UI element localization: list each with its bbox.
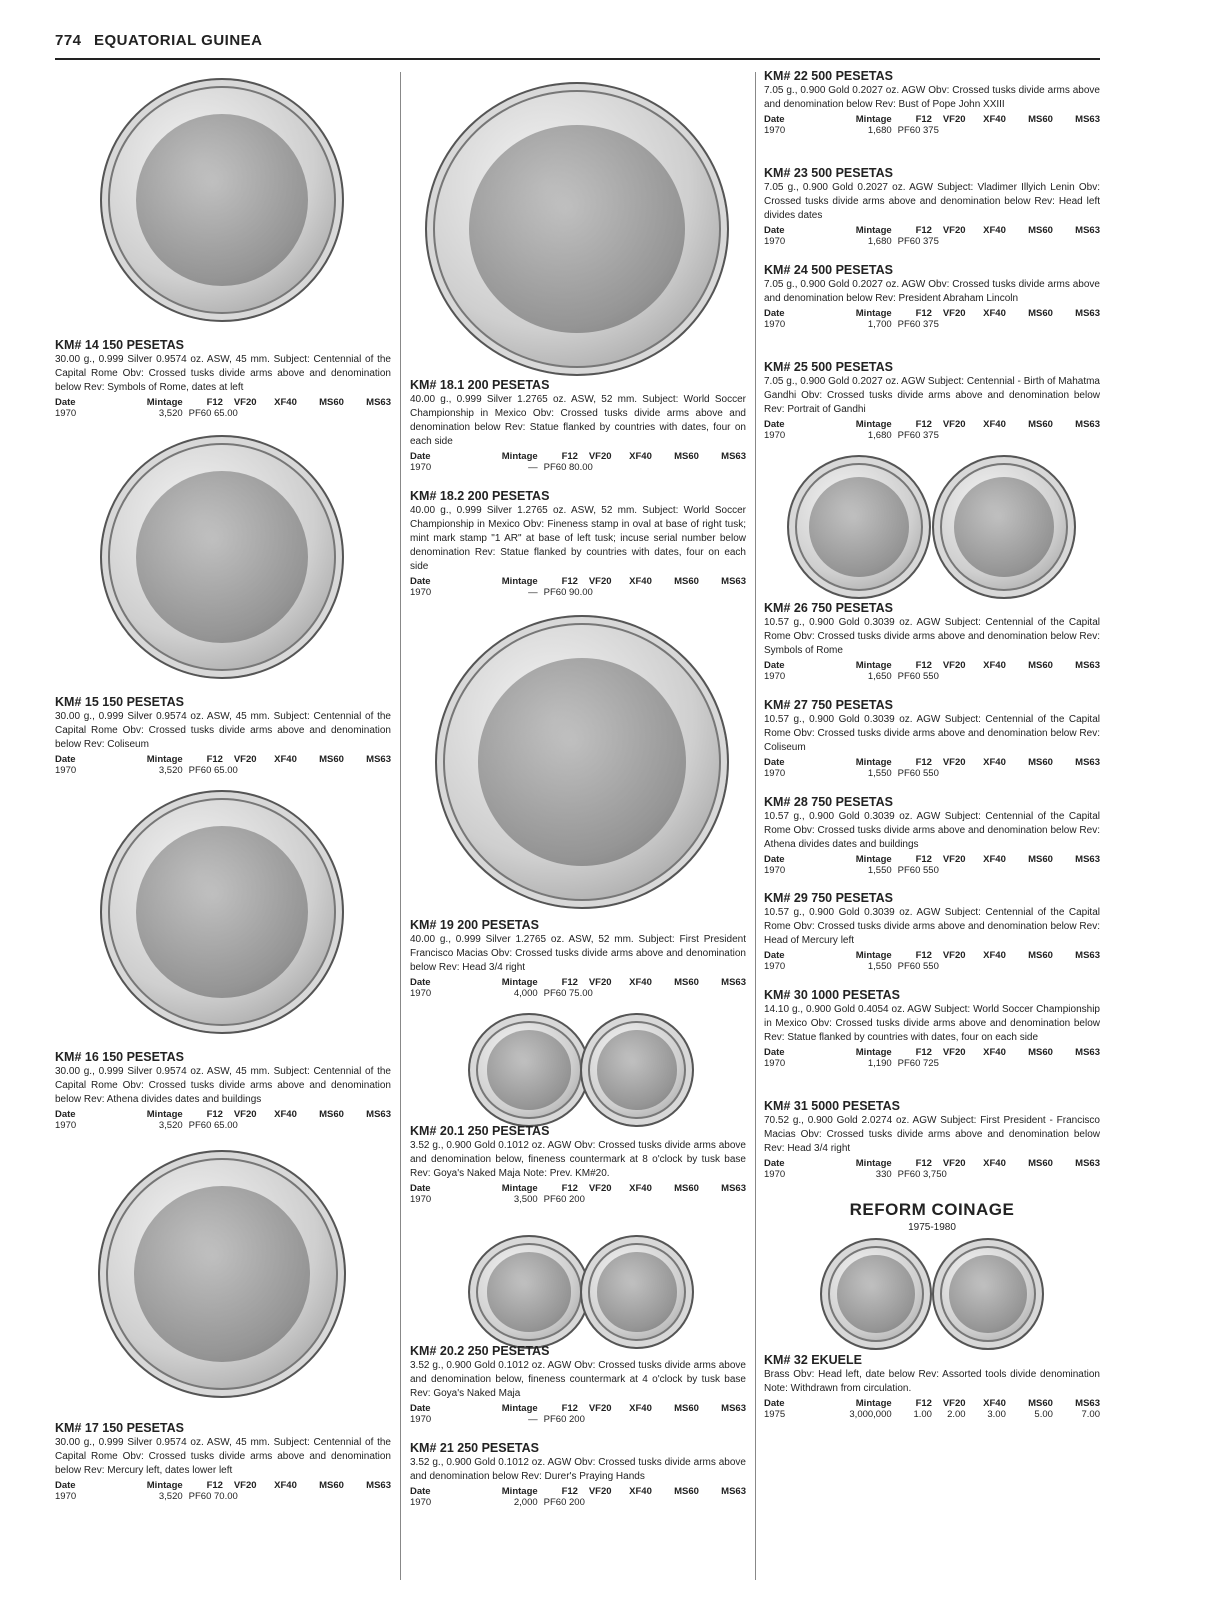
table-header: MS60 <box>1028 1158 1053 1169</box>
entry-title: KM# 18.1 200 PESETAS <box>410 378 550 392</box>
entry-description: 10.57 g., 0.900 Gold 0.3039 oz. AGW Subject: Centennial of the Capital Rome Obv: Crossed tusks divide arms above and denomination below Rev: Head of Mercury left <box>764 907 1100 946</box>
table-header: VF20 <box>942 114 966 125</box>
catalog-entry-km27 <box>764 698 1100 779</box>
table-header: Date <box>764 308 785 319</box>
table-header: Date <box>410 1183 431 1194</box>
table-header: VF20 <box>942 950 966 961</box>
catalog-entry-km21 <box>410 1441 746 1508</box>
table-row: 1970 4,000 PF60 75.00 <box>410 988 593 999</box>
table-header: MS60 <box>319 1109 344 1120</box>
table-header: Mintage <box>501 1403 538 1414</box>
entry-description: 30.00 g., 0.999 Silver 0.9574 oz. ASW, 45 mm. Subject: Centennial of the Capital Rome Obv: Crossed tusks divide arms above and denomination below Rev: Athena divides dates and buildings <box>55 1066 391 1105</box>
table-header: MS60 <box>319 1480 344 1491</box>
table-header-row <box>55 1480 391 1491</box>
entry-description: 3.52 g., 0.900 Gold 0.1012 oz. AGW Obv: Crossed tusks divide arms above and denomination below, fineness countermark at 8 o'clock by tusk base Rev: Goya's Naked Maja Note: Prev. KM#20. <box>410 1140 746 1179</box>
table-header: XF40 <box>274 397 297 408</box>
table-row: 1970 1,680 PF60 375 <box>764 430 939 441</box>
table-header: F12 <box>561 1183 578 1194</box>
page-header <box>55 32 1100 60</box>
table-header: MS60 <box>319 397 344 408</box>
table-header: Date <box>764 419 785 430</box>
table-header: MS63 <box>1075 660 1100 671</box>
entry-title: KM# 32 EKUELE <box>764 1353 862 1367</box>
table-header: MS60 <box>1028 1398 1053 1409</box>
table-header: MS60 <box>1028 419 1053 430</box>
table-header: MS60 <box>1028 660 1053 671</box>
table-row: 1970 3,520 PF60 65.00 <box>55 765 238 776</box>
table-header: VF20 <box>942 1398 966 1409</box>
table-header: XF40 <box>983 660 1006 671</box>
entry-description: 7.05 g., 0.900 Gold 0.2027 oz. AGW Subject: Centennial - Birth of Mahatma Gandhi Obv: Crossed tusks divide arms above and denomination below Rev: Portrait of Gandhi <box>764 376 1100 415</box>
table-header: Mintage <box>855 1047 892 1058</box>
table-header: MS63 <box>721 977 746 988</box>
mintage-table <box>410 977 746 999</box>
table-header: Mintage <box>855 225 892 236</box>
mintage-table <box>764 854 1100 876</box>
table-row: 1970 1,680 PF60 375 <box>764 236 939 247</box>
table-header: Date <box>410 576 431 587</box>
table-header: MS63 <box>1075 950 1100 961</box>
table-header: Mintage <box>855 114 892 125</box>
table-header: Mintage <box>855 1398 892 1409</box>
table-header: VF20 <box>233 754 257 765</box>
table-header: VF20 <box>588 977 612 988</box>
table-header: VF20 <box>233 397 257 408</box>
table-header: F12 <box>915 225 932 236</box>
table-row: 1970 3,520 PF60 70.00 <box>55 1491 238 1502</box>
table-header: F12 <box>206 397 223 408</box>
table-header: Mintage <box>501 1486 538 1497</box>
entry-description: 70.52 g., 0.900 Gold 2.0274 oz. AGW Subject: First President - Francisco Macias Obv: Crossed tusks divide arms above and denomination below Rev: Head 3/4 right <box>764 1115 1100 1154</box>
mintage-table <box>410 576 746 598</box>
table-row: 1970 1,550 PF60 550 <box>764 768 939 779</box>
catalog-entry-km26 <box>764 601 1100 682</box>
table-header: Date <box>410 451 431 462</box>
mintage-table <box>764 1398 1100 1420</box>
table-header: Mintage <box>855 757 892 768</box>
table-header: MS63 <box>1075 757 1100 768</box>
entry-title: KM# 15 150 PESETAS <box>55 695 184 709</box>
table-row: 1975 3,000,000 1.00 2.00 3.00 5.00 7.00 <box>764 1409 1100 1420</box>
catalog-entry-km28 <box>764 795 1100 876</box>
table-header: Date <box>55 1480 76 1491</box>
table-header: MS63 <box>1075 854 1100 865</box>
table-header: VF20 <box>588 576 612 587</box>
table-header-row <box>764 660 1100 671</box>
table-header: MS63 <box>721 451 746 462</box>
entry-title: KM# 22 500 PESETAS <box>764 69 893 83</box>
table-row: 1970 3,520 PF60 65.00 <box>55 1120 238 1131</box>
table-row: 1970 2,000 PF60 200 <box>410 1497 585 1508</box>
table-header: MS60 <box>1028 757 1053 768</box>
table-row: 1970 1,550 PF60 550 <box>764 961 939 972</box>
mintage-table <box>410 1403 746 1425</box>
table-header: Date <box>764 225 785 236</box>
table-header-row <box>764 225 1100 236</box>
catalog-entry-km23 <box>764 166 1100 247</box>
table-header: Mintage <box>855 660 892 671</box>
mintage-table <box>410 1486 746 1508</box>
table-header: MS63 <box>1075 419 1100 430</box>
table-header: Mintage <box>146 754 183 765</box>
table-header: Mintage <box>146 1480 183 1491</box>
table-header: VF20 <box>942 419 966 430</box>
table-header: Mintage <box>855 950 892 961</box>
column-divider <box>755 72 756 1580</box>
coin-image-km20-2-obverse <box>468 1235 590 1349</box>
mintage-table <box>764 308 1100 330</box>
table-header: F12 <box>915 308 932 319</box>
entry-title: KM# 25 500 PESETAS <box>764 360 893 374</box>
table-header: MS60 <box>674 576 699 587</box>
table-header: VF20 <box>942 854 966 865</box>
table-header: XF40 <box>983 419 1006 430</box>
table-header-row <box>410 977 746 988</box>
table-row: 1970 330 PF60 3,750 <box>764 1169 947 1180</box>
table-header: Mintage <box>855 419 892 430</box>
table-header-row <box>55 754 391 765</box>
table-header-row <box>55 397 391 408</box>
table-header: F12 <box>206 754 223 765</box>
mintage-table <box>764 1158 1100 1180</box>
entry-description: 30.00 g., 0.999 Silver 0.9574 oz. ASW, 45 mm. Subject: Centennial of the Capital Rome Obv: Crossed tusks divide arms above and denomination below Rev: Symbols of Rome, dates at left <box>55 354 391 393</box>
catalog-entry-km20-1 <box>410 1124 746 1205</box>
coin-image-km32-reverse <box>932 1238 1044 1350</box>
table-header-row <box>764 950 1100 961</box>
catalog-entry-km14 <box>55 338 391 419</box>
table-header: F12 <box>561 576 578 587</box>
table-header: VF20 <box>942 757 966 768</box>
table-header: Date <box>764 114 785 125</box>
entry-title: KM# 14 150 PESETAS <box>55 338 184 352</box>
coin-image-km17 <box>98 1150 346 1398</box>
table-row: 1970 1,680 PF60 375 <box>764 125 939 136</box>
table-header: MS63 <box>366 754 391 765</box>
entry-description: 7.05 g., 0.900 Gold 0.2027 oz. AGW Obv: Crossed tusks divide arms above and denomination below Rev: President Abraham Lincoln <box>764 279 1100 304</box>
entry-title: KM# 20.1 250 PESETAS <box>410 1124 550 1138</box>
table-header: XF40 <box>983 1158 1006 1169</box>
table-header-row <box>764 308 1100 319</box>
table-header: Date <box>764 1158 785 1169</box>
table-header: VF20 <box>942 1047 966 1058</box>
table-header: MS60 <box>674 1403 699 1414</box>
table-header: F12 <box>915 1047 932 1058</box>
mintage-table <box>55 1109 391 1131</box>
table-header: Mintage <box>501 576 538 587</box>
mintage-table <box>55 754 391 776</box>
table-header: MS63 <box>721 1486 746 1497</box>
table-row: 1970 3,520 PF60 65.00 <box>55 408 238 419</box>
mintage-table <box>410 1183 746 1205</box>
catalog-entry-km24 <box>764 263 1100 330</box>
table-header: VF20 <box>942 308 966 319</box>
table-header-row <box>764 114 1100 125</box>
table-header: Mintage <box>855 1158 892 1169</box>
table-row: 1970 1,700 PF60 375 <box>764 319 939 330</box>
table-header-row <box>764 1158 1100 1169</box>
page-number: 774 <box>55 32 82 49</box>
table-header: VF20 <box>233 1480 257 1491</box>
table-header: XF40 <box>983 308 1006 319</box>
entry-description: 7.05 g., 0.900 Gold 0.2027 oz. AGW Obv: Crossed tusks divide arms above and denomination below Rev: Bust of Pope John XXIII <box>764 85 1100 110</box>
mintage-table <box>55 397 391 419</box>
mintage-table <box>764 950 1100 972</box>
table-header: F12 <box>915 1158 932 1169</box>
table-header: MS60 <box>319 754 344 765</box>
entry-title: KM# 20.2 250 PESETAS <box>410 1344 550 1358</box>
entry-description: 10.57 g., 0.900 Gold 0.3039 oz. AGW Subject: Centennial of the Capital Rome Obv: Crossed tusks divide arms above and denomination below Rev: Symbols of Rome <box>764 617 1100 656</box>
table-header: VF20 <box>588 1183 612 1194</box>
catalog-entry-km30 <box>764 988 1100 1069</box>
table-header-row <box>764 854 1100 865</box>
table-header: Mintage <box>855 308 892 319</box>
catalog-entry-km18-1 <box>410 378 746 473</box>
table-header: Date <box>55 754 76 765</box>
entry-description: 30.00 g., 0.999 Silver 0.9574 oz. ASW, 45 mm. Subject: Centennial of the Capital Rome Obv: Crossed tusks divide arms above and denomination below Rev: Mercury left, dates lower left <box>55 1437 391 1476</box>
table-header: XF40 <box>274 1109 297 1120</box>
entry-title: KM# 21 250 PESETAS <box>410 1441 539 1455</box>
page-title: EQUATORIAL GUINEA <box>93 32 263 49</box>
entry-description: 40.00 g., 0.999 Silver 1.2765 oz. ASW, 52 mm. Subject: First President Francisco Macias Obv: Crossed tusks divide arms above and denomination below Rev: Head 3/4 right <box>410 934 746 973</box>
entry-description: 40.00 g., 0.999 Silver 1.2765 oz. ASW, 52 mm. Subject: World Soccer Championship in Mexico Obv: Crossed tusks divide arms above and denomination below Rev: Statue flanked by countries with dates, four on each side <box>410 394 746 447</box>
entry-description: 10.57 g., 0.900 Gold 0.3039 oz. AGW Subject: Centennial of the Capital Rome Obv: Crossed tusks divide arms above and denomination below Rev: Athena divides dates and buildings <box>764 811 1100 850</box>
table-header: XF40 <box>629 977 652 988</box>
coin-image-750-obverse <box>787 455 931 599</box>
table-header-row <box>410 1486 746 1497</box>
table-header: F12 <box>915 419 932 430</box>
table-header: F12 <box>206 1109 223 1120</box>
entry-description: 10.57 g., 0.900 Gold 0.3039 oz. AGW Subject: Centennial of the Capital Rome Obv: Crossed tusks divide arms above and denomination below Rev: Coliseum <box>764 714 1100 753</box>
table-header-row <box>410 1403 746 1414</box>
table-header: VF20 <box>942 1158 966 1169</box>
mintage-table <box>410 451 746 473</box>
coin-image-km18 <box>425 82 729 376</box>
table-header-row <box>55 1109 391 1120</box>
table-header: Date <box>764 1398 785 1409</box>
table-header: VF20 <box>942 225 966 236</box>
catalog-entry-km17 <box>55 1421 391 1502</box>
table-header: Date <box>55 1109 76 1120</box>
table-header: XF40 <box>629 576 652 587</box>
table-header: MS63 <box>366 397 391 408</box>
entry-title: KM# 17 150 PESETAS <box>55 1421 184 1435</box>
table-header: F12 <box>561 1486 578 1497</box>
coin-image-km20-1-reverse <box>580 1013 694 1127</box>
coin-image-km20-2-reverse <box>580 1235 694 1349</box>
table-header: Date <box>764 757 785 768</box>
table-header: Date <box>55 397 76 408</box>
catalog-entry-km31 <box>764 1099 1100 1180</box>
table-header: MS63 <box>1075 1047 1100 1058</box>
table-header-row <box>764 757 1100 768</box>
reform-coinage-heading: REFORM COINAGE <box>849 1200 1015 1219</box>
table-row: 1970 — PF60 90.00 <box>410 587 593 598</box>
coin-image-km15 <box>100 435 344 679</box>
entry-description: 3.52 g., 0.900 Gold 0.1012 oz. AGW Obv: Crossed tusks divide arms above and denomination below, fineness countermark at 4 o'clock by tusk base Rev: Goya's Naked Maja <box>410 1360 746 1399</box>
table-header: F12 <box>915 1398 932 1409</box>
table-header: Mintage <box>146 397 183 408</box>
catalog-entry-km22 <box>764 69 1100 136</box>
table-header: MS63 <box>1075 1158 1100 1169</box>
table-header: Date <box>410 1403 431 1414</box>
table-header: F12 <box>561 977 578 988</box>
table-header: MS60 <box>1028 1047 1053 1058</box>
table-row: 1970 — PF60 200 <box>410 1414 585 1425</box>
table-header: XF40 <box>983 1398 1006 1409</box>
table-row: 1970 — PF60 80.00 <box>410 462 593 473</box>
table-header: F12 <box>915 660 932 671</box>
table-header: MS60 <box>674 1183 699 1194</box>
table-header: MS60 <box>1028 854 1053 865</box>
table-header-row <box>410 451 746 462</box>
entry-title: KM# 18.2 200 PESETAS <box>410 489 550 503</box>
entry-description: Brass Obv: Head left, date below Rev: Assorted tools divide denomination Note: Withdrawn from circulation. <box>764 1369 1100 1394</box>
table-header: VF20 <box>588 1486 612 1497</box>
table-header: MS63 <box>721 576 746 587</box>
entry-title: KM# 30 1000 PESETAS <box>764 988 900 1002</box>
entry-title: KM# 19 200 PESETAS <box>410 918 539 932</box>
table-header: F12 <box>206 1480 223 1491</box>
coin-image-750-reverse <box>932 455 1076 599</box>
catalog-entry-km19 <box>410 918 746 999</box>
coin-image-km20-1-obverse <box>468 1013 590 1127</box>
entry-title: KM# 27 750 PESETAS <box>764 698 893 712</box>
table-header: VF20 <box>588 1403 612 1414</box>
table-header-row <box>410 1183 746 1194</box>
table-header: MS63 <box>721 1183 746 1194</box>
table-header: Mintage <box>146 1109 183 1120</box>
entry-description: 14.10 g., 0.900 Gold 0.4054 oz. AGW Subject: World Soccer Championship in Mexico Obv: Crossed tusks divide arms above and denomination below Rev: Statue flanked by countries with dates, four on each side <box>764 1004 1100 1043</box>
table-header: MS60 <box>674 977 699 988</box>
catalog-entry-km32 <box>764 1353 1100 1420</box>
table-header: XF40 <box>629 1403 652 1414</box>
entry-title: KM# 23 500 PESETAS <box>764 166 893 180</box>
entry-title: KM# 16 150 PESETAS <box>55 1050 184 1064</box>
table-header: XF40 <box>629 1183 652 1194</box>
table-header: MS60 <box>674 1486 699 1497</box>
mintage-table <box>764 225 1100 247</box>
table-header: MS63 <box>366 1109 391 1120</box>
table-header-row <box>410 576 746 587</box>
table-row: 1970 1,190 PF60 725 <box>764 1058 939 1069</box>
table-header: MS60 <box>1028 225 1053 236</box>
table-header: F12 <box>915 757 932 768</box>
table-header: XF40 <box>983 757 1006 768</box>
table-header: Mintage <box>501 977 538 988</box>
table-header: MS60 <box>674 451 699 462</box>
catalog-entry-km15 <box>55 695 391 776</box>
table-header-row <box>764 1398 1100 1409</box>
coin-image-km19 <box>435 615 729 909</box>
entry-title: KM# 24 500 PESETAS <box>764 263 893 277</box>
entry-title: KM# 28 750 PESETAS <box>764 795 893 809</box>
mintage-table <box>764 114 1100 136</box>
table-header: Date <box>764 1047 785 1058</box>
mintage-table <box>764 660 1100 682</box>
table-header: F12 <box>915 854 932 865</box>
table-header: F12 <box>561 1403 578 1414</box>
catalog-entry-km25 <box>764 360 1100 441</box>
column-divider <box>400 72 401 1580</box>
entry-title: KM# 26 750 PESETAS <box>764 601 893 615</box>
table-header: MS63 <box>721 1403 746 1414</box>
table-header: Date <box>764 660 785 671</box>
table-header: MS63 <box>1075 225 1100 236</box>
table-header: XF40 <box>983 950 1006 961</box>
table-header: Mintage <box>855 854 892 865</box>
table-header: XF40 <box>983 854 1006 865</box>
mintage-table <box>764 419 1100 441</box>
table-header: XF40 <box>629 1486 652 1497</box>
table-header: VF20 <box>588 451 612 462</box>
table-header: MS60 <box>1028 114 1053 125</box>
table-header: VF20 <box>942 660 966 671</box>
catalog-entry-km20-2 <box>410 1344 746 1425</box>
table-header: F12 <box>561 451 578 462</box>
table-header: XF40 <box>629 451 652 462</box>
table-header: MS63 <box>1075 1398 1100 1409</box>
entry-description: 7.05 g., 0.900 Gold 0.2027 oz. AGW Subject: Vladimer Illyich Lenin Obv: Crossed tusks divide arms above and denomination below Rev: Head left divides dates <box>764 182 1100 221</box>
table-header: MS60 <box>1028 308 1053 319</box>
mintage-table <box>764 1047 1100 1069</box>
entry-description: 40.00 g., 0.999 Silver 1.2765 oz. ASW, 52 mm. Subject: World Soccer Championship in Mexico Obv: Fineness stamp in oval at base of right tusk; mint mark stamp "1 AR" at base of left tusk; incuse serial number below denomination Rev: Statue flanked by countries with dates, four on each side <box>410 505 746 572</box>
table-header: Date <box>410 977 431 988</box>
table-header: XF40 <box>983 1047 1006 1058</box>
mintage-table <box>55 1480 391 1502</box>
table-header: MS63 <box>1075 114 1100 125</box>
table-header: Date <box>764 950 785 961</box>
coin-image-km32-obverse <box>820 1238 932 1350</box>
coin-image-km16 <box>100 790 344 1034</box>
table-header: MS63 <box>1075 308 1100 319</box>
table-header: MS63 <box>366 1480 391 1491</box>
table-header: F12 <box>915 950 932 961</box>
catalog-entry-km18-2 <box>410 489 746 598</box>
table-header: VF20 <box>233 1109 257 1120</box>
entry-title: KM# 31 5000 PESETAS <box>764 1099 900 1113</box>
table-header: XF40 <box>274 1480 297 1491</box>
table-row: 1970 1,650 PF60 550 <box>764 671 939 682</box>
coin-image-km14 <box>100 78 344 322</box>
reform-coinage-years: 1975-1980 <box>908 1222 956 1233</box>
entry-title: KM# 29 750 PESETAS <box>764 891 893 905</box>
table-header: MS60 <box>1028 950 1053 961</box>
table-header-row <box>764 419 1100 430</box>
table-header: Date <box>764 854 785 865</box>
table-row: 1970 1,550 PF60 550 <box>764 865 939 876</box>
mintage-table <box>764 757 1100 779</box>
table-header: XF40 <box>983 114 1006 125</box>
catalog-entry-km29 <box>764 891 1100 972</box>
table-header: XF40 <box>983 225 1006 236</box>
table-header: XF40 <box>274 754 297 765</box>
table-header: Date <box>410 1486 431 1497</box>
entry-description: 3.52 g., 0.900 Gold 0.1012 oz. AGW Obv: Crossed tusks divide arms above and denomination below Rev: Durer's Praying Hands <box>410 1457 746 1482</box>
table-header: Mintage <box>501 451 538 462</box>
table-header: Mintage <box>501 1183 538 1194</box>
entry-description: 30.00 g., 0.999 Silver 0.9574 oz. ASW, 45 mm. Subject: Centennial of the Capital Rome Obv: Crossed tusks divide arms above and denomination below Rev: Coliseum <box>55 711 391 750</box>
table-row: 1970 3,500 PF60 200 <box>410 1194 585 1205</box>
catalog-entry-km16 <box>55 1050 391 1131</box>
table-header-row <box>764 1047 1100 1058</box>
table-header: F12 <box>915 114 932 125</box>
